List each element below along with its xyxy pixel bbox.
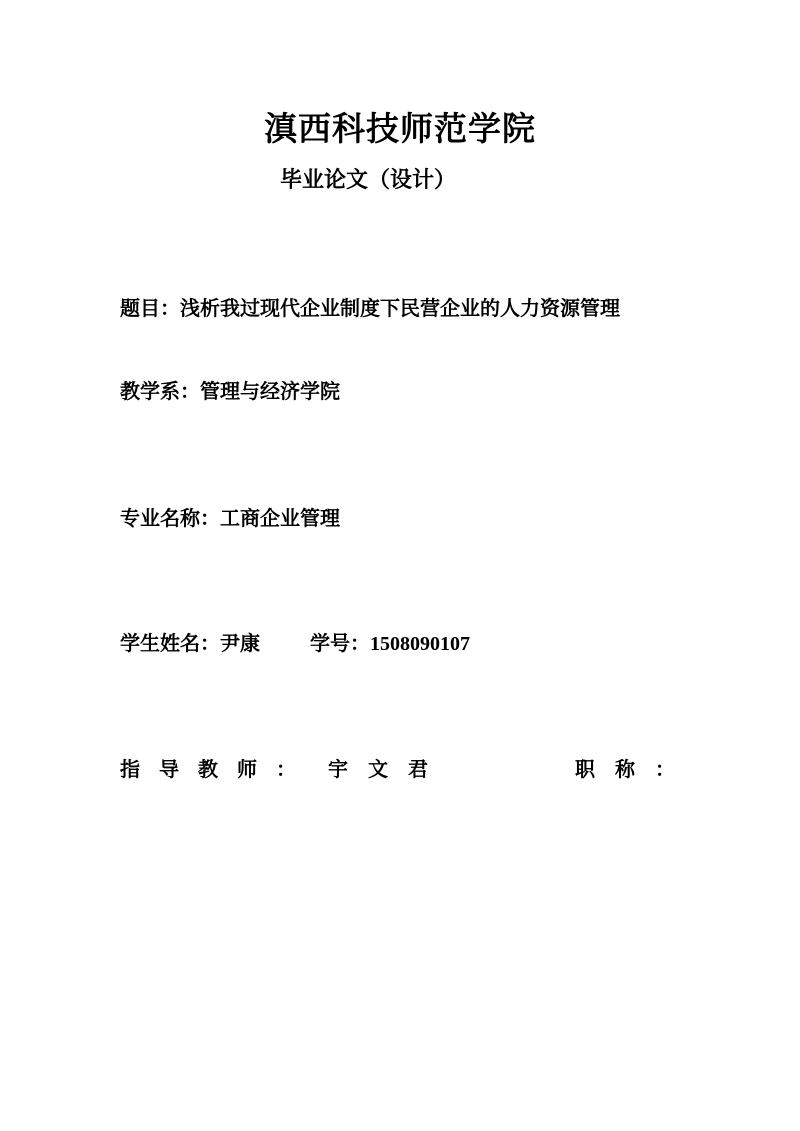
student-field bbox=[120, 629, 470, 658]
student-name-label: 学生姓名： bbox=[120, 631, 220, 655]
major-value: 工商企业管理 bbox=[220, 506, 340, 530]
student-name-value: 尹康 bbox=[220, 631, 260, 655]
school-name: 滇西科技师范学院 bbox=[264, 109, 536, 148]
document-type: 毕业论文（设计） bbox=[280, 168, 457, 193]
thesis-title-value: 浅析我过现代企业制度下民营企业的人力资源管理 bbox=[180, 296, 620, 320]
thesis-title-field bbox=[120, 294, 620, 322]
advisor-value: 宇文君 bbox=[328, 757, 448, 781]
major-label: 专业名称： bbox=[120, 506, 220, 530]
department-field bbox=[120, 377, 340, 405]
department-value: 管理与经济学院 bbox=[200, 379, 340, 403]
department-label: 教学系： bbox=[120, 379, 200, 403]
major-field bbox=[120, 504, 340, 532]
advisor-field bbox=[120, 755, 695, 783]
student-id-value: 1508090107 bbox=[370, 633, 470, 655]
student-id-label: 学号： bbox=[310, 631, 370, 655]
advisor-label: 指导教师： bbox=[120, 757, 315, 781]
advisor-rank-label: 职称： bbox=[575, 757, 695, 781]
thesis-title-label: 题目： bbox=[120, 296, 180, 320]
